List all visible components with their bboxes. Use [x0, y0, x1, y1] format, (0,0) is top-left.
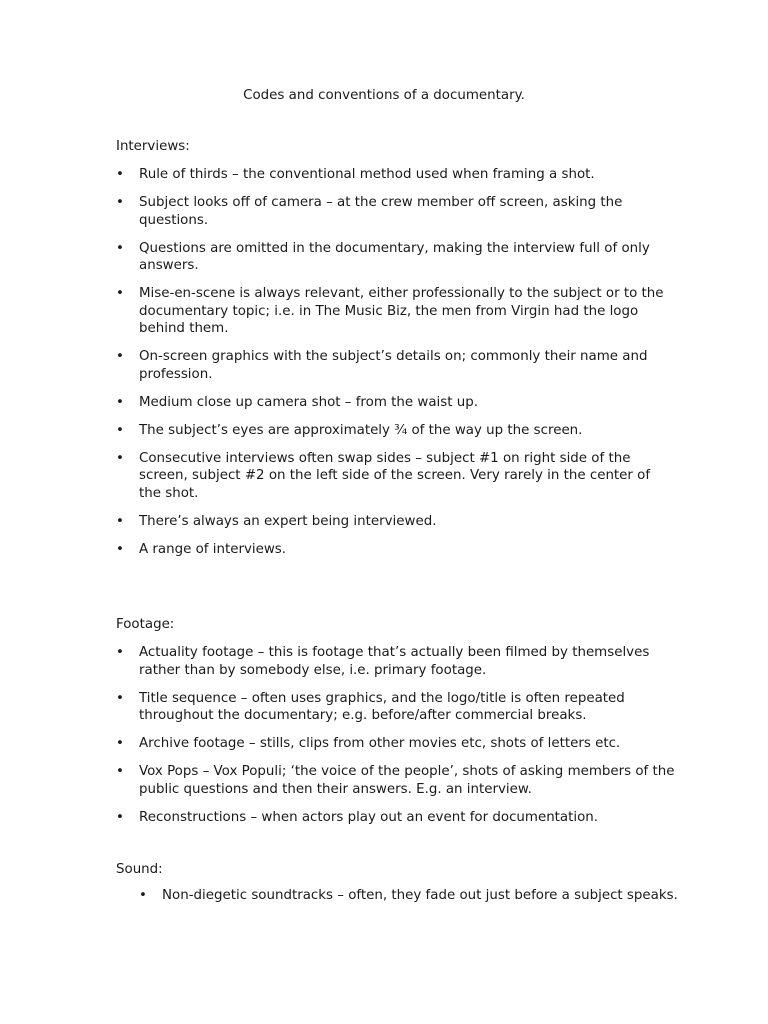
list-item: • Vox Pops – Vox Populi; ‘the voice of the people’, shots of asking members of the public questions and then their answers. E.g. an interview. — [116, 763, 676, 798]
list-item: • There’s always an expert being interviewed. — [116, 513, 676, 531]
section-heading-interviews: Interviews: — [116, 139, 190, 154]
list-item: • A range of interviews. — [116, 541, 676, 559]
footage-list — [116, 644, 676, 837]
list-item: • Mise-en-scene is always relevant, either professionally to the subject or to the documentary topic; i.e. in The Music Biz, the men from Virgin had the logo behind them. — [116, 285, 676, 338]
list-item: • Medium close up camera shot – from the waist up. — [116, 394, 676, 412]
list-item: • Actuality footage – this is footage that’s actually been filmed by themselves rather than by somebody else, i.e. primary footage. — [116, 644, 676, 679]
list-item: • Reconstructions – when actors play out an event for documentation. — [116, 809, 676, 827]
document-title: Codes and conventions of a documentary. — [243, 88, 525, 103]
list-item: • Questions are omitted in the documentary, making the interview full of only answers. — [116, 240, 676, 275]
section-heading-footage: Footage: — [116, 617, 175, 632]
section-heading-sound: Sound: — [116, 862, 163, 877]
list-item: • Title sequence – often uses graphics, and the logo/title is often repeated throughout the documentary; e.g. before/after commercial breaks. — [116, 690, 676, 725]
list-item: • Archive footage – stills, clips from other movies etc, shots of letters etc. — [116, 735, 676, 753]
list-item: • Subject looks off of camera – at the crew member off screen, asking the questions. — [116, 194, 676, 229]
list-item: • Rule of thirds – the conventional method used when framing a shot. — [116, 166, 676, 184]
interviews-list — [116, 166, 676, 569]
list-item: • The subject’s eyes are approximately ¾ of the way up the screen. — [116, 422, 676, 440]
list-item: • Non-diegetic soundtracks – often, they fade out just before a subject speaks. — [139, 887, 679, 905]
list-item: • Consecutive interviews often swap sides – subject #1 on right side of the screen, subject #2 on the left side of the screen. Very rarely in the center of the shot. — [116, 450, 676, 503]
list-item: • On-screen graphics with the subject’s details on; commonly their name and profession. — [116, 348, 676, 383]
sound-list — [139, 887, 679, 915]
